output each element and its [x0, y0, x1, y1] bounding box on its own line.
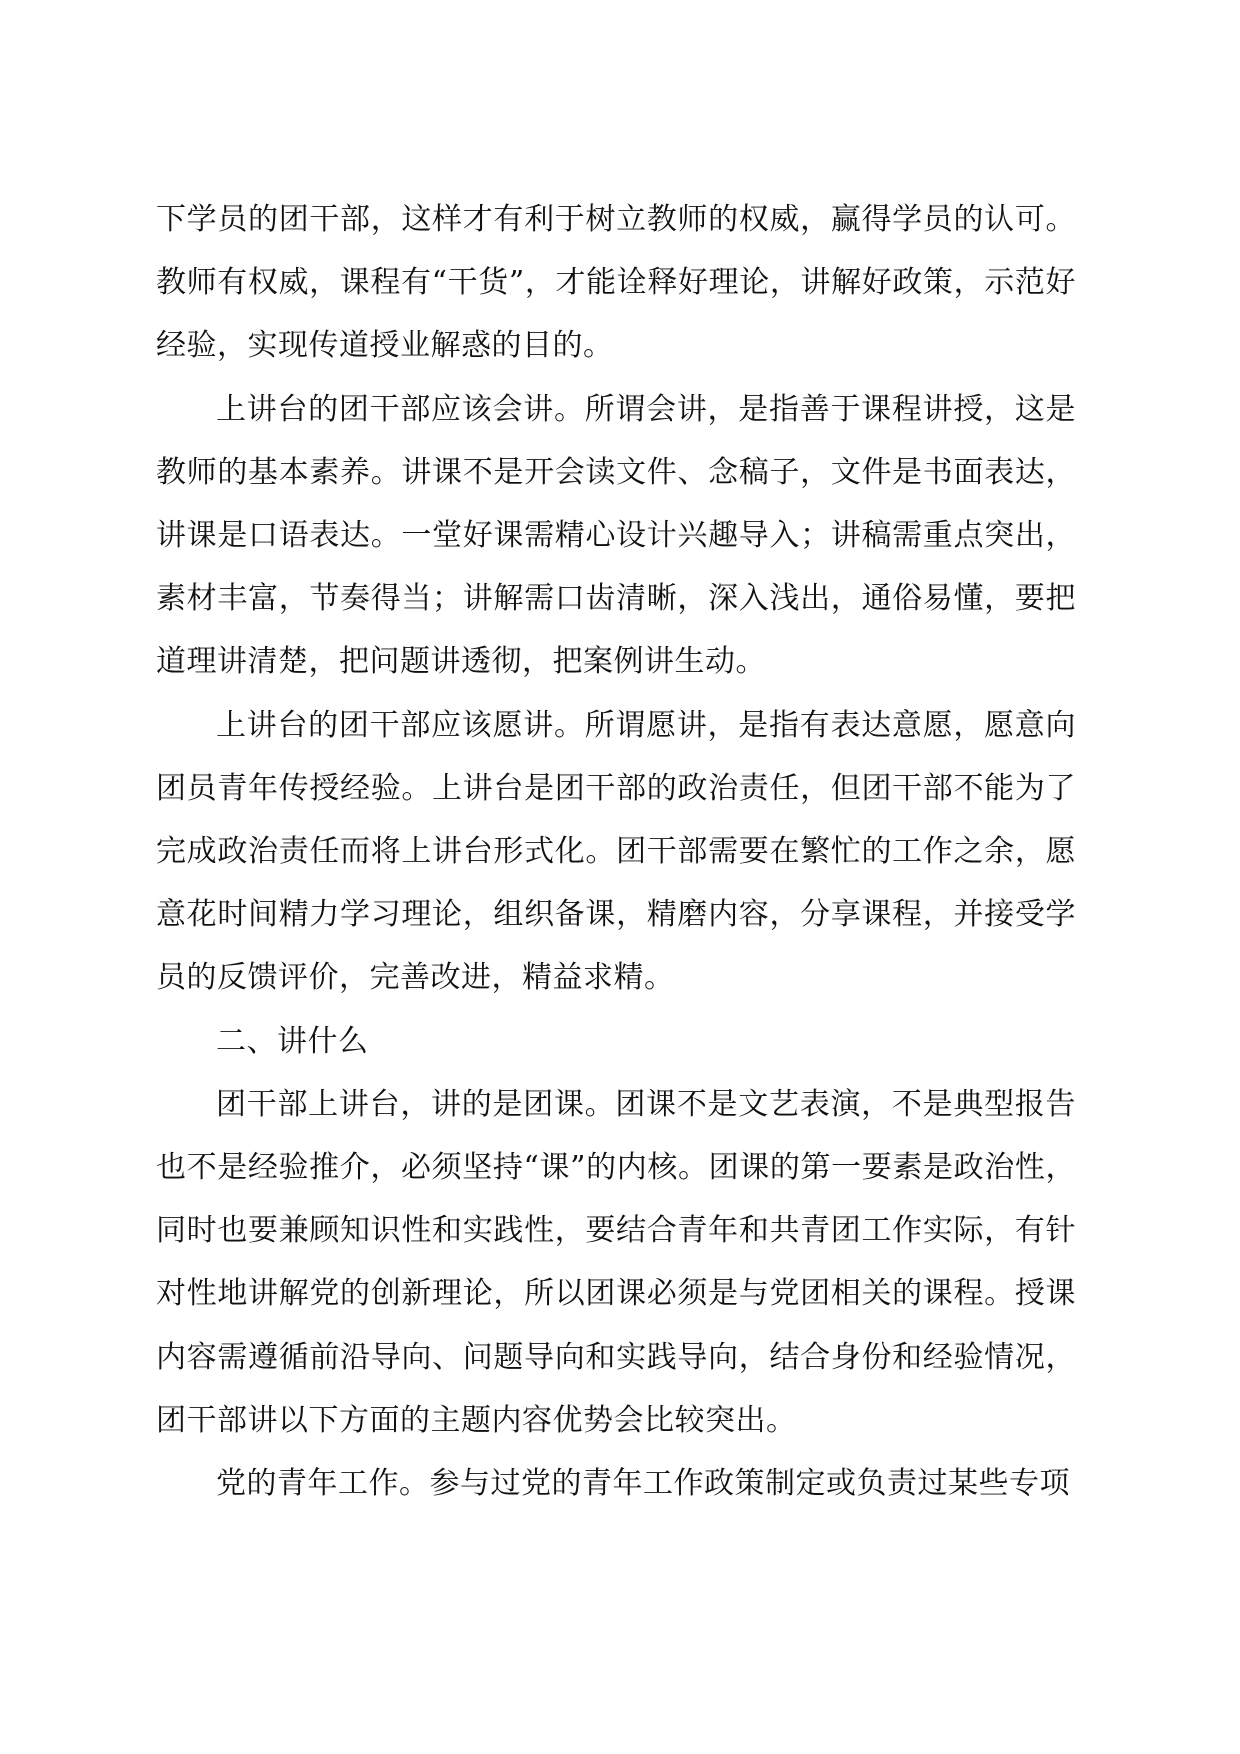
paragraph-yuan-jiang: 上讲台的团干部应该愿讲。所谓愿讲，是指有表达意愿，愿意向团员青年传授经验。上讲台是团干部的政治责任，但团干部不能为了完成政治责任而将上讲台形式化。团干部需要在繁忙的工作之余，愿意花时间精力学习理论，组织备课，精磨内容，分享课程，并接受学员的反馈评价，完善改进，精益求精。 [156, 707, 1076, 996]
paragraph-continuation: 下学员的团干部，这样才有利于树立教师的权威，赢得学员的认可。教师有权威，课程有“干货”，才能诠释好理论，讲解好政策，示范好经验，实现传道授业解惑的目的。 [156, 202, 1076, 364]
section-heading: 二、讲什么 [216, 1023, 369, 1059]
body-text [156, 188, 1076, 1515]
paragraph-hui-jiang: 上讲台的团干部应该会讲。所谓会讲，是指善于课程讲授，这是教师的基本素养。讲课不是开会读文件、念稿子，文件是书面表达，讲课是口语表达。一堂好课需精心设计兴趣导入；讲稿需重点突出，素材丰富，节奏得当；讲解需口齿清晰，深入浅出，通俗易懂，要把道理讲清楚，把问题讲透彻，把案例讲生动。 [156, 391, 1076, 680]
paragraph-tuan-ke: 团干部上讲台，讲的是团课。团课不是文艺表演，不是典型报告也不是经验推介，必须坚持“课”的内核。团课的第一要素是政治性，同时也要兼顾知识性和实践性，要结合青年和共青团工作实际，有针对性地讲解党的创新理论，所以团课必须是与党团相关的课程。授课内容需遵循前沿导向、问题导向和实践导向，结合身份和经验情况，团干部讲以下方面的主题内容优势会比较突出。 [156, 1086, 1076, 1438]
paragraph-qingnian-gongzuo: 党的青年工作。参与过党的青年工作政策制定或负责过某些专项 [216, 1466, 1070, 1502]
